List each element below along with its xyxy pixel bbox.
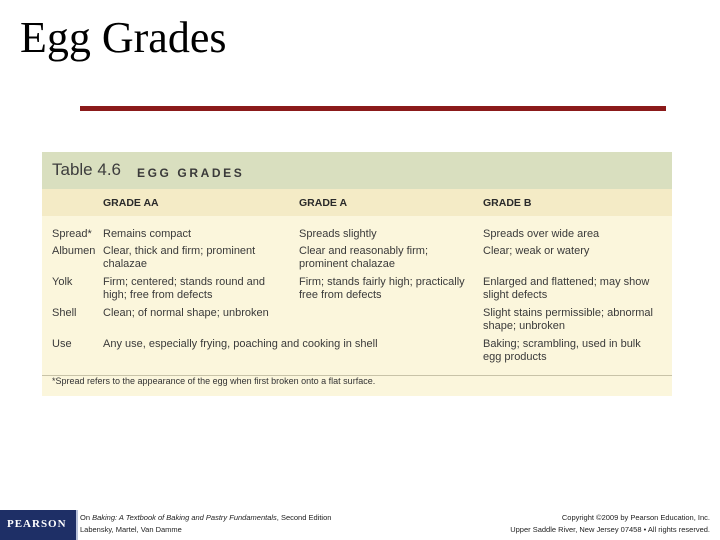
cell-line: Clean; of normal shape; unbroken	[103, 307, 269, 319]
pearson-logo	[0, 510, 76, 540]
row-label: Yolk	[52, 276, 73, 288]
cell-grade-b	[483, 245, 589, 258]
cell-grade-aa	[103, 245, 255, 271]
cell-grade-aa	[103, 276, 265, 302]
cell-line: slight defects	[483, 289, 548, 301]
row-label: Spread*	[52, 228, 92, 240]
cell-grade-a	[299, 276, 465, 302]
cell-line: Slight stains permissible; abnormal	[483, 307, 653, 319]
cell-line: Spreads over wide area	[483, 228, 600, 240]
copyright-line-2: Upper Saddle River, New Jersey 07458 • All rights reserved.	[510, 525, 710, 534]
cell-line: egg products	[483, 351, 547, 363]
cell-line: Clear; weak or watery	[483, 245, 590, 257]
cell-grade-aa	[103, 338, 378, 351]
cell-line: Enlarged and flattened; may show	[483, 276, 650, 288]
row-label: Albumen	[52, 245, 96, 257]
cell-line: Baking; scrambling, used in bulk	[483, 338, 641, 350]
cell-line: Remains compact	[103, 228, 192, 240]
title-divider	[80, 106, 666, 111]
book-title: Baking: A Textbook of Baking and Pastry Fundamentals	[92, 513, 277, 522]
cell-grade-b	[483, 276, 649, 302]
egg-grades-table	[42, 152, 672, 396]
cell-line: Clear and reasonably firm;	[299, 245, 429, 257]
row-label: Shell	[52, 307, 77, 319]
book-prefix: On	[80, 513, 93, 522]
book-suffix: , Second Edition	[276, 513, 332, 522]
cell-grade-a	[299, 245, 428, 271]
cell-grade-aa	[103, 228, 191, 241]
cell-line: chalazae	[103, 258, 148, 270]
cell-grade-b	[483, 228, 599, 241]
logo-text: PEARSON	[7, 518, 67, 530]
cell-line: Clear, thick and firm; prominent	[103, 245, 256, 257]
book-citation	[80, 513, 331, 522]
cell-grade-aa	[103, 307, 269, 320]
book-authors: Labensky, Martel, Van Damme	[80, 525, 182, 534]
table-caption-bar	[42, 152, 672, 189]
copyright-line-1: Copyright ©2009 by Pearson Education, Inc.	[561, 513, 710, 522]
cell-grade-a	[299, 228, 377, 241]
table-footnote: *Spread refers to the appearance of the egg when first broken onto a flat surface.	[52, 376, 376, 386]
header-grade-aa: GRADE AA	[103, 197, 159, 209]
cell-grade-b	[483, 338, 641, 364]
cell-line: high; free from defects	[103, 289, 213, 301]
slide-footer	[0, 508, 720, 540]
cell-line: shape; unbroken	[483, 320, 565, 332]
cell-line: free from defects	[299, 289, 382, 301]
cell-line: Firm; centered; stands round and	[103, 276, 266, 288]
header-grade-a: GRADE A	[299, 197, 348, 209]
slide-title: Egg Grades	[20, 13, 227, 62]
table-name: EGG GRADES	[137, 166, 245, 180]
cell-line: Firm; stands fairly high; practically	[299, 276, 465, 288]
cell-grade-b	[483, 307, 653, 333]
header-grade-b: GRADE B	[483, 197, 532, 209]
cell-line: Any use, especially frying, poaching and cooking in shell	[103, 338, 378, 350]
logo-accent-line	[76, 510, 78, 540]
row-label: Use	[52, 338, 72, 350]
table-number: Table 4.6	[52, 160, 121, 179]
cell-line: prominent chalazae	[299, 258, 396, 270]
cell-line: Spreads slightly	[299, 228, 377, 240]
